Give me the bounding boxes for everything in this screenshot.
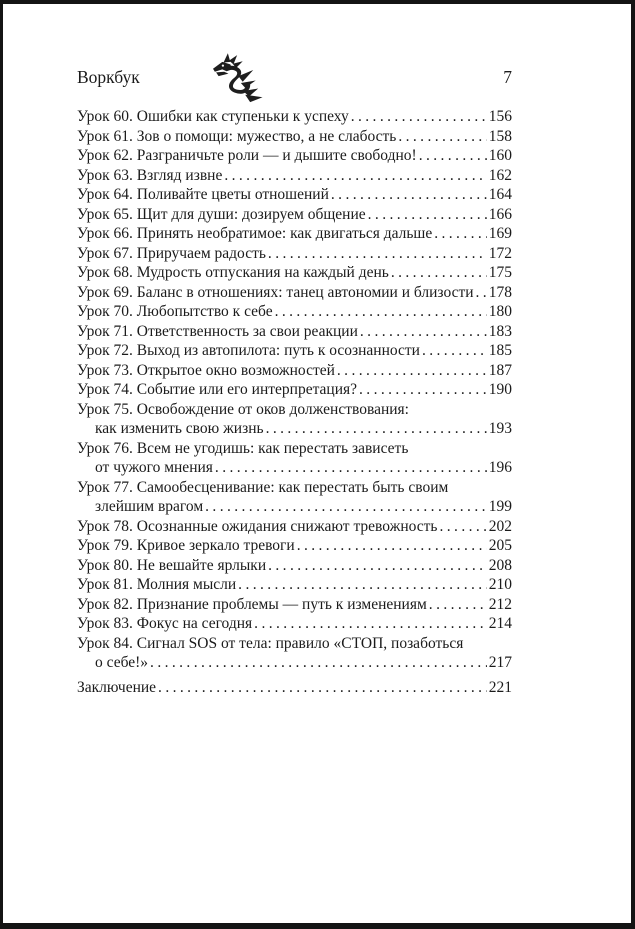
dot-leader — [427, 595, 487, 615]
toc-entry-line — [77, 244, 512, 264]
toc-entry-line — [77, 678, 512, 698]
toc-entry-line — [77, 634, 512, 654]
dot-leader — [156, 678, 487, 698]
toc-entry-page: 183 — [488, 322, 512, 340]
toc-entry-title: Урок 73. Открытое окно возможностей — [77, 361, 335, 379]
toc-entry-title: Урок 81. Молния мысли — [77, 576, 237, 593]
dot-leader — [236, 575, 487, 595]
dot-leader — [438, 517, 487, 537]
toc-entry — [77, 634, 512, 673]
dot-leader — [335, 361, 487, 381]
dot-leader — [252, 614, 487, 634]
toc-entry-title: Урок 74. Событие или его интерпретация? — [77, 381, 358, 398]
toc-entry — [77, 127, 512, 147]
toc-entry-line — [77, 283, 512, 303]
dot-leader — [213, 458, 487, 478]
toc-entry — [77, 536, 512, 556]
toc-entry-page: 172 — [488, 244, 512, 262]
toc-entry-page: 164 — [488, 186, 512, 203]
toc-conclusion-entry — [77, 678, 512, 698]
toc-entry-line — [77, 341, 512, 361]
toc-entry-title: Заключение — [77, 678, 157, 696]
toc-entry-page: 162 — [488, 166, 512, 184]
toc-entry-page: 156 — [488, 108, 512, 125]
toc-entry-page: 202 — [488, 517, 512, 535]
toc-entry-title: Урок 83. Фокус на сегодня — [77, 615, 253, 632]
toc-entry-page: 160 — [488, 147, 512, 164]
dot-leader — [148, 653, 487, 673]
toc-entry-line — [77, 536, 512, 556]
toc-entry-page: 214 — [488, 615, 512, 632]
dot-leader — [420, 341, 487, 361]
toc-entry-title: Урок 72. Выход из автопилота: путь к осознанности — [77, 342, 420, 359]
dot-leader — [203, 497, 487, 517]
toc-entry-page: 217 — [488, 654, 512, 671]
toc-entry — [77, 224, 512, 244]
toc-entry-title: Урок 80. Не вешайте ярлыки — [77, 556, 267, 574]
toc-entry-page: 205 — [488, 537, 512, 554]
toc-entry-title: Урок 60. Ошибки как ступеньки к успеху — [77, 108, 349, 125]
dragon-eye — [222, 65, 224, 67]
toc-entry-line — [77, 185, 512, 205]
page-number: 7 — [503, 67, 512, 87]
toc-entry-title: как изменить свою жизнь — [95, 420, 264, 437]
toc-entry-page: 166 — [488, 205, 512, 223]
toc-entry-title: Урок 67. Приручаем радость — [77, 244, 266, 262]
toc-entry-page: 187 — [488, 361, 512, 379]
dot-leader — [389, 263, 487, 283]
toc-entry-line — [77, 224, 512, 244]
dot-leader — [358, 322, 487, 342]
toc-entry-page: 158 — [488, 127, 512, 145]
toc-entry-page: 210 — [488, 576, 512, 593]
toc-entry-title: злейшим врагом — [95, 498, 204, 515]
toc-entry — [77, 185, 512, 205]
toc-entry-title: Урок 68. Мудрость отпускания на каждый день — [77, 264, 389, 281]
dragon-icon — [209, 52, 269, 104]
toc-entry-line — [77, 361, 512, 381]
toc-entry — [77, 478, 512, 517]
toc-entry-title: Урок 82. Признание проблемы — путь к изменениям — [77, 595, 427, 613]
toc-entry-title: Урок 71. Ответственность за свои реакции — [77, 322, 358, 340]
toc-entry — [77, 205, 512, 225]
toc-entry — [77, 400, 512, 439]
toc-entry-page: 221 — [488, 678, 512, 696]
toc-entry-page: 193 — [488, 420, 512, 437]
dot-leader — [396, 127, 486, 147]
toc-entry-page: 169 — [488, 225, 512, 242]
toc-entry-line — [77, 556, 512, 576]
toc-entry-line — [77, 478, 512, 498]
toc-entry-line — [77, 458, 512, 478]
toc-entry-line — [77, 302, 512, 322]
dot-leader — [264, 419, 487, 439]
toc-entry — [77, 361, 512, 381]
toc-entry-page: 185 — [488, 342, 512, 359]
toc-entry — [77, 244, 512, 264]
toc-entry — [77, 439, 512, 478]
toc-entry-title: Урок 76. Всем не угодишь: как перестать зависеть — [77, 439, 409, 457]
dot-leader — [357, 380, 487, 400]
toc-entry-page: 208 — [488, 556, 512, 574]
toc-entry-title: Урок 63. Взгляд извне — [77, 166, 223, 184]
toc-entry-line — [77, 146, 512, 166]
toc-entry — [77, 614, 512, 634]
dot-leader — [329, 185, 487, 205]
toc-entry-line — [77, 517, 512, 537]
toc-entry-line — [77, 419, 512, 439]
toc-entry-title: Урок 75. Освобождение от оков долженствования: — [77, 400, 409, 418]
toc-entry-title: Урок 64. Поливайте цветы отношений — [77, 186, 329, 203]
toc-entry — [77, 302, 512, 322]
toc-entry — [77, 575, 512, 595]
toc-entry-title: Урок 66. Принять необратимое: как двигаться дальше — [77, 225, 433, 242]
toc-entry — [77, 283, 512, 303]
toc-entry-page: 180 — [488, 303, 512, 320]
toc-entry-line — [77, 107, 512, 127]
book-page — [3, 4, 631, 923]
toc-entry-line — [77, 653, 512, 673]
dot-leader — [349, 107, 487, 127]
dot-leader — [222, 166, 486, 186]
toc-entry-title: Урок 79. Кривое зеркало тревоги — [77, 537, 295, 554]
toc-entry-title: о себе!» — [95, 654, 149, 671]
toc-entry-line — [77, 614, 512, 634]
toc-entry-line — [77, 127, 512, 147]
page-header — [77, 66, 512, 88]
toc-entry-title: Урок 70. Любопытство к себе — [77, 303, 273, 320]
toc-entry — [77, 146, 512, 166]
toc-entry-page: 196 — [488, 459, 512, 476]
toc-entry-title: Урок 65. Щит для души: дозируем общение — [77, 205, 366, 223]
toc-entry — [77, 517, 512, 537]
toc-entry-title: Урок 84. Сигнал SOS от тела: правило «СТОП, позаботься — [77, 634, 464, 652]
running-title: Воркбук — [77, 67, 140, 87]
toc-entry-line — [77, 322, 512, 342]
toc-entry-page: 175 — [488, 264, 512, 281]
toc-entry — [77, 595, 512, 615]
toc-entry-title: от чужого мнения — [95, 459, 213, 476]
dot-leader — [273, 302, 487, 322]
dot-leader — [295, 536, 487, 556]
toc-entry-line — [77, 166, 512, 186]
dot-leader — [366, 205, 487, 225]
dot-leader — [266, 244, 487, 264]
toc-entry-title: Урок 77. Самообесценивание: как перестать быть своим — [77, 478, 449, 496]
toc-entry-line — [77, 595, 512, 615]
toc-entry — [77, 107, 512, 127]
table-of-contents — [77, 107, 512, 697]
toc-entry-title: Урок 62. Разграничьте роли — и дышите свободно! — [77, 147, 417, 164]
toc-entry-line — [77, 400, 512, 420]
toc-entry — [77, 166, 512, 186]
toc-entry-line — [77, 497, 512, 517]
toc-entry-title: Урок 61. Зов о помощи: мужество, а не слабость — [77, 127, 397, 145]
dot-leader — [432, 224, 487, 244]
toc-entry-page: 212 — [488, 595, 512, 613]
toc-entry-line — [77, 380, 512, 400]
toc-entry — [77, 341, 512, 361]
toc-entry — [77, 322, 512, 342]
dot-leader — [474, 283, 487, 303]
dot-leader — [417, 146, 487, 166]
dot-leader — [266, 556, 487, 576]
toc-entry-page: 190 — [488, 381, 512, 398]
toc-entry-page: 178 — [488, 283, 512, 301]
toc-entry-line — [77, 439, 512, 459]
toc-entry-title: Урок 69. Баланс в отношениях: танец автономии и близости — [77, 283, 474, 301]
toc-entry — [77, 380, 512, 400]
toc-entry — [77, 556, 512, 576]
toc-entry — [77, 263, 512, 283]
toc-entry-line — [77, 205, 512, 225]
toc-entry-title: Урок 78. Осознанные ожидания снижают тревожность — [77, 517, 438, 535]
toc-entry-line — [77, 575, 512, 595]
toc-entry-page: 199 — [488, 498, 512, 515]
toc-entry-line — [77, 263, 512, 283]
